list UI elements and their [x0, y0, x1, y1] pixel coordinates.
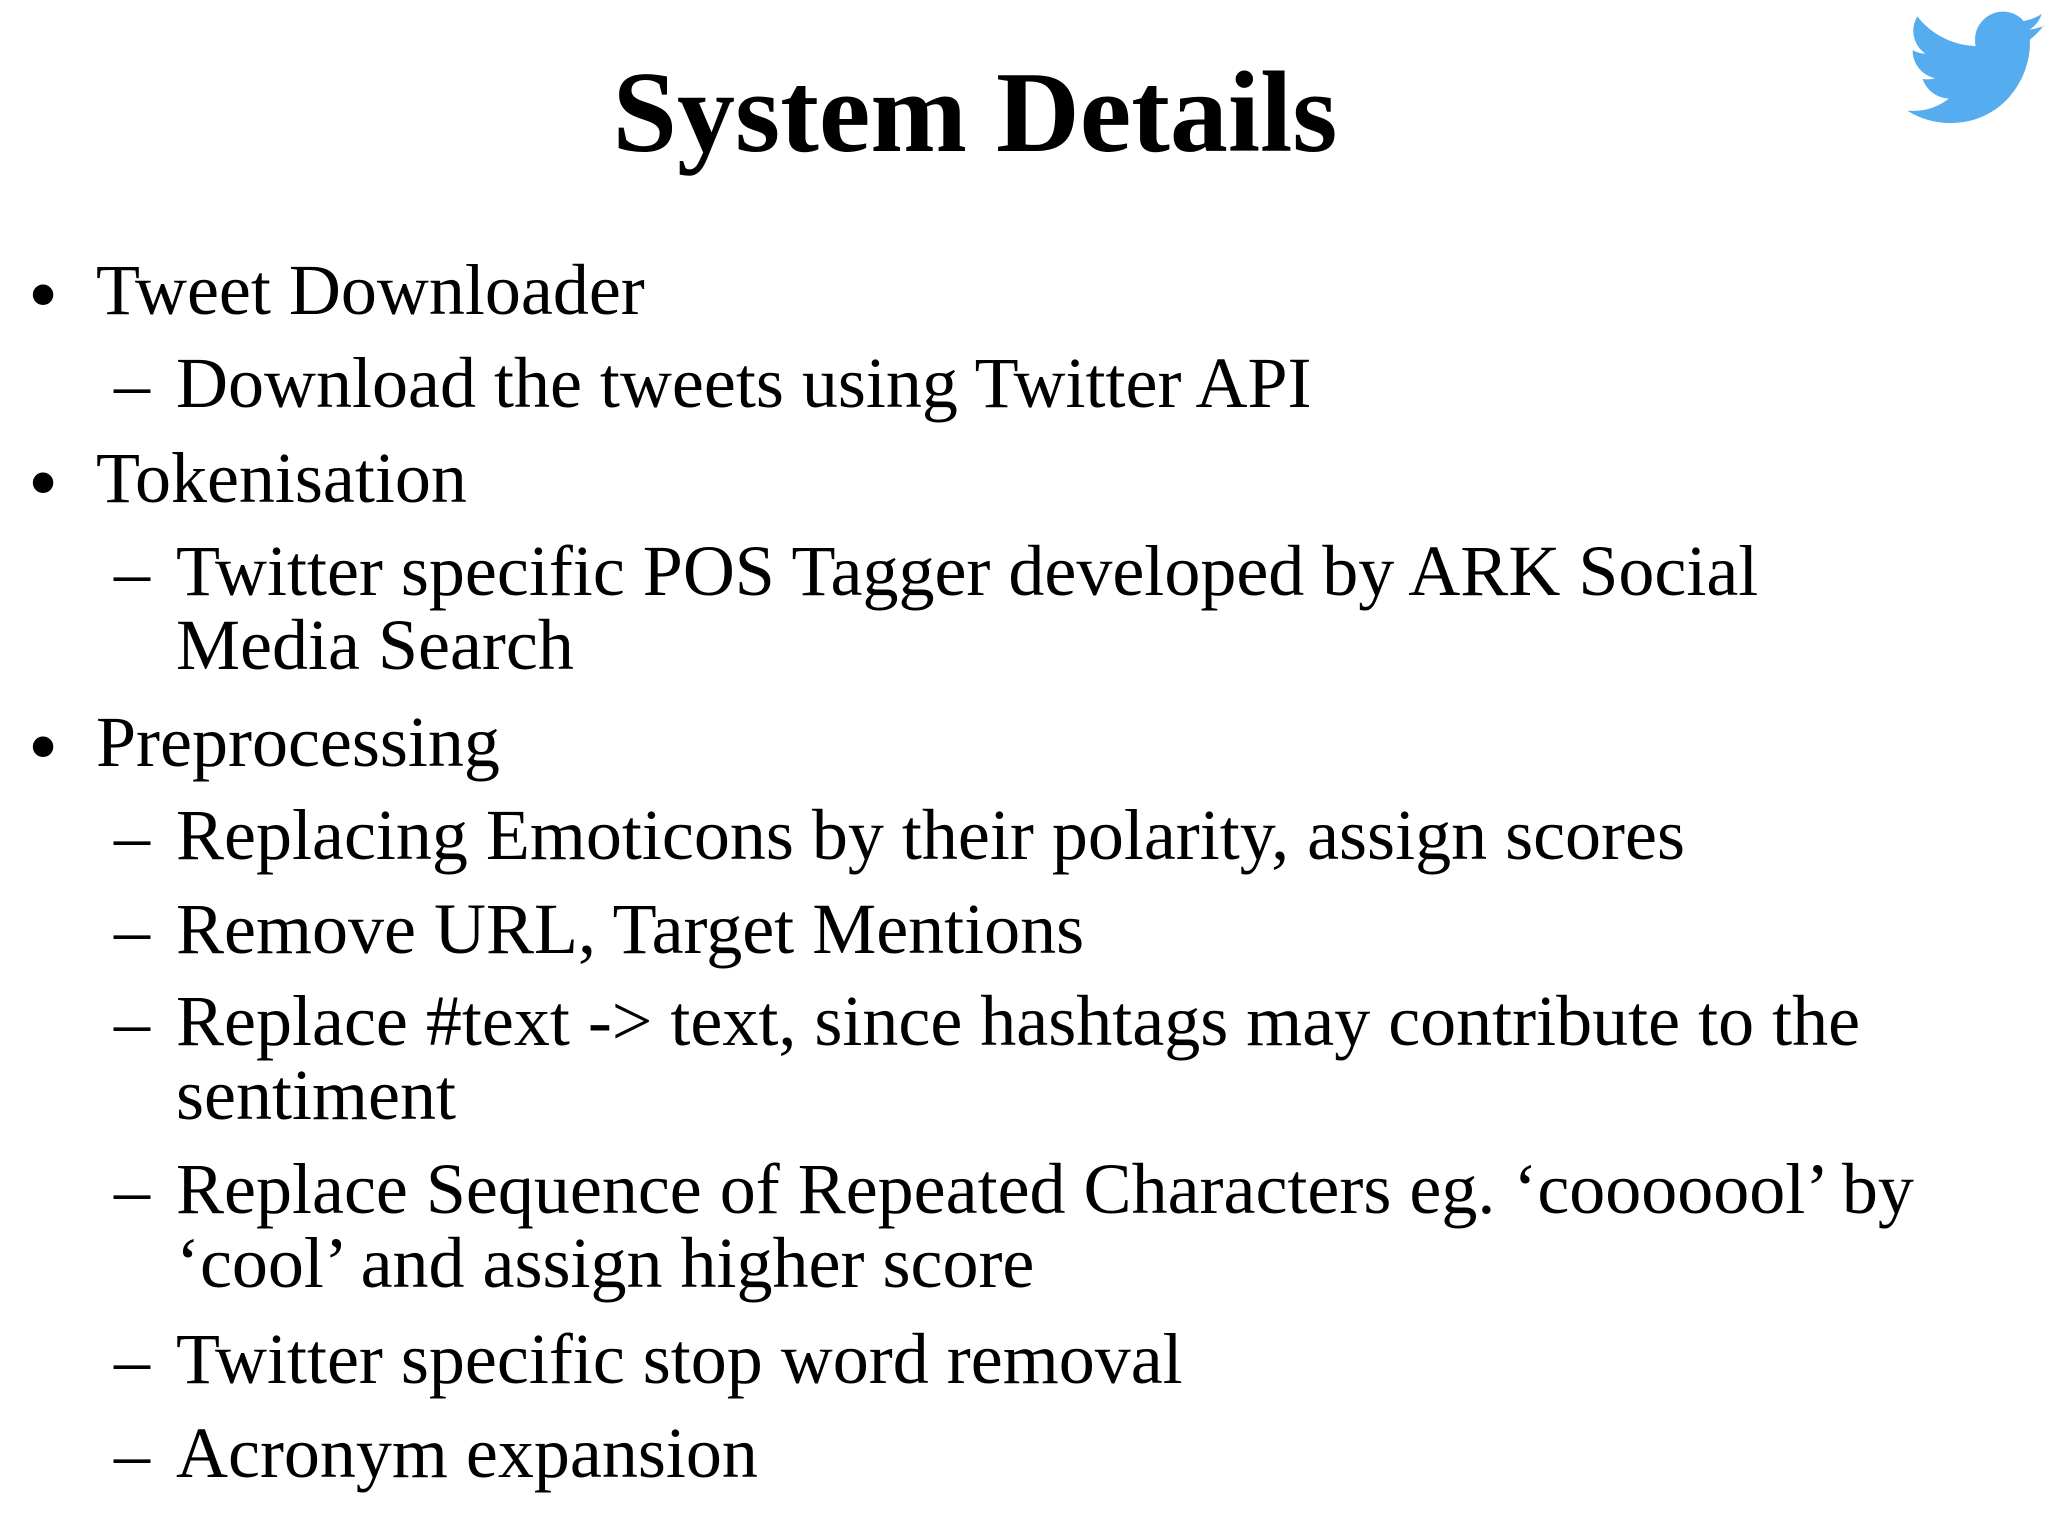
sub-item-text: Acronym expansion: [176, 1413, 758, 1493]
sub-item-text: Remove URL, Target Mentions: [176, 889, 1085, 969]
slide-title: System Details: [612, 49, 1338, 177]
dash-marker: –: [114, 982, 150, 1062]
dash-marker: –: [114, 344, 150, 424]
bullet-text: Tokenisation: [96, 438, 467, 518]
sub-item-text: Replacing Emoticons by their polarity, assign scores: [176, 795, 1686, 875]
bullet-text: Tweet Downloader: [96, 250, 645, 330]
dash-marker: –: [114, 532, 150, 612]
bullet-text: Preprocessing: [96, 702, 500, 782]
sub-item-text: Twitter specific stop word removal: [176, 1319, 1183, 1399]
sub-item-text: Replace Sequence of Repeated Characters eg. ‘cooooool’ by ‘cool’ and assign higher score: [176, 1149, 1914, 1303]
sub-item-text: Twitter specific POS Tagger developed by ARK Social Media Search: [176, 531, 1759, 685]
bullet-marker: •: [28, 246, 59, 342]
bullet-marker: •: [28, 698, 59, 794]
dash-marker: –: [114, 890, 150, 970]
sub-item-text: Replace #text -> text, since hashtags may contribute to the sentiment: [176, 981, 1861, 1135]
dash-marker: –: [114, 1414, 150, 1494]
sub-item-text: Download the tweets using Twitter API: [176, 343, 1312, 423]
bullet-marker: •: [28, 434, 59, 530]
dash-marker: –: [114, 1320, 150, 1400]
dash-marker: –: [114, 796, 150, 876]
dash-marker: –: [114, 1150, 150, 1230]
